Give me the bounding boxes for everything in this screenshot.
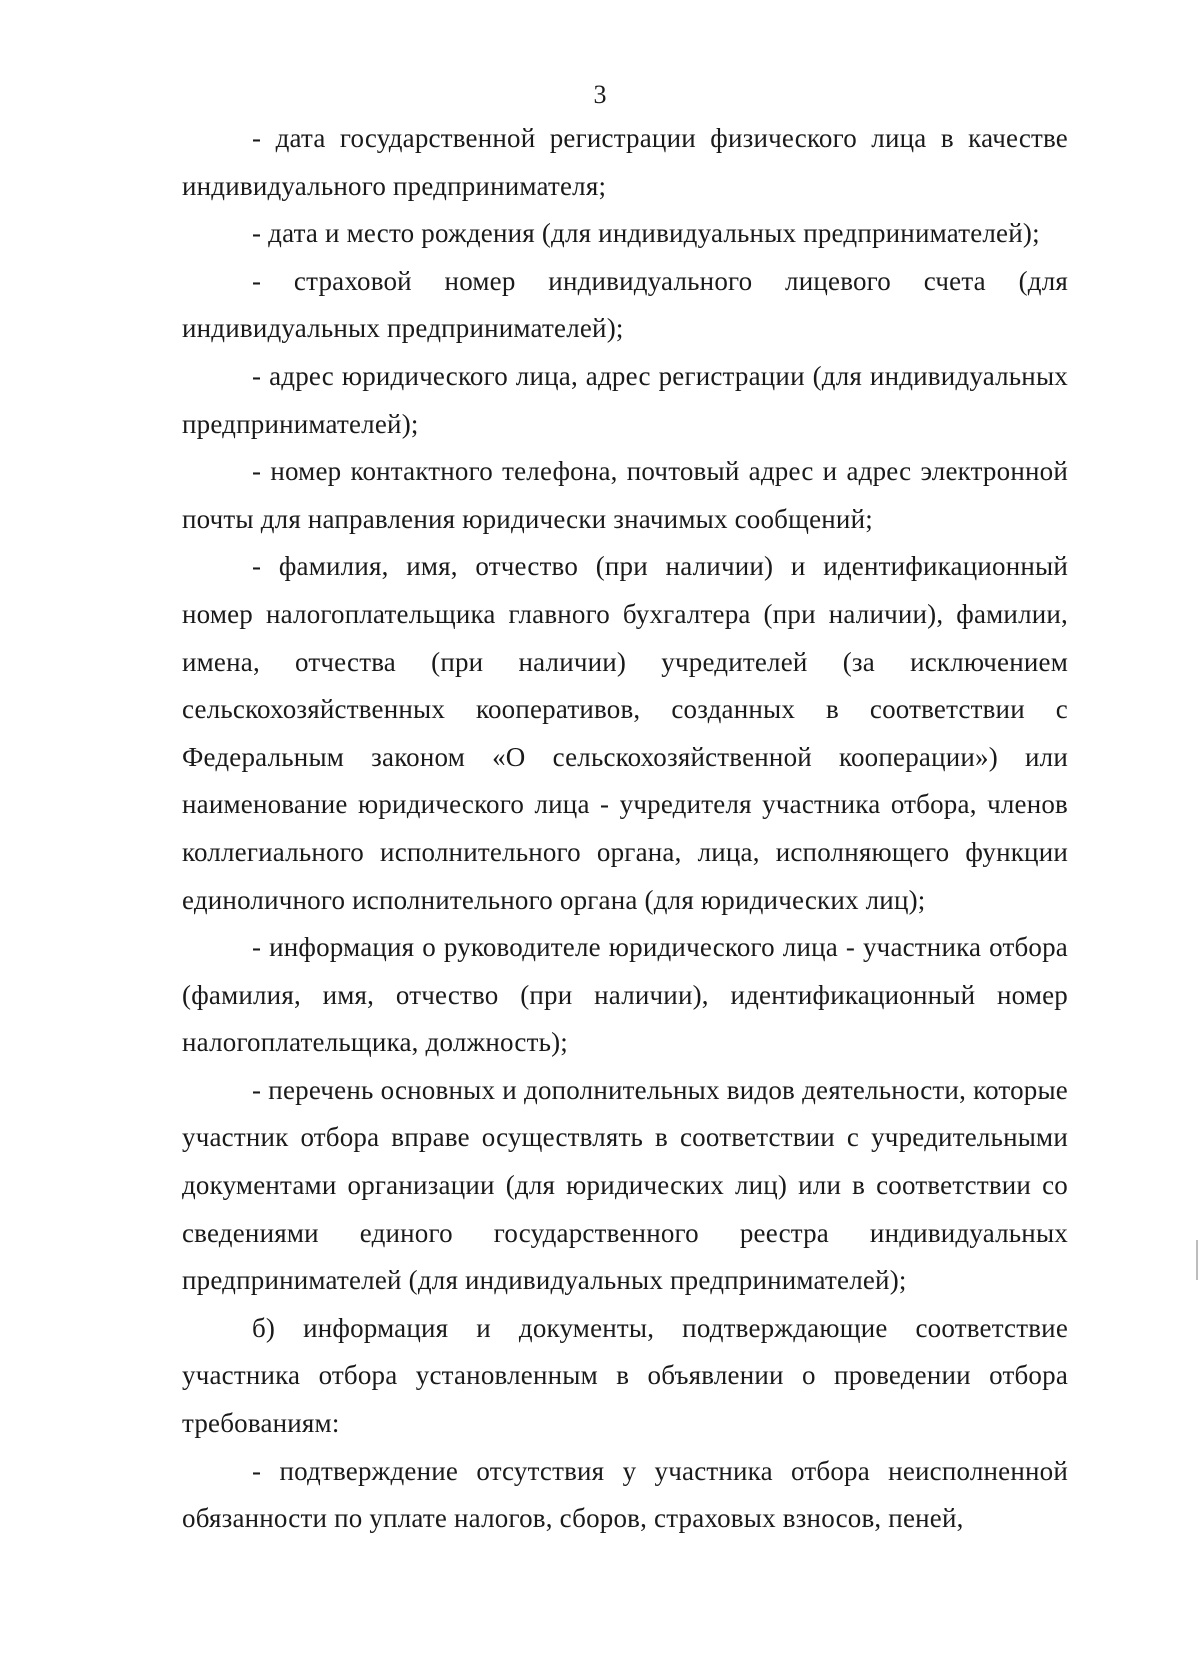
paragraph-no-debt-confirmation: - подтверждение отсутствия у участника отбора неисполненной обязанности по уплате налогов, сборов, страховых взносов, пеней, (182, 1455, 1068, 1534)
paragraph-founders-info: - фамилия, имя, отчество (при наличии) и идентификационный номер налогоплательщика главного бухгалтера (при наличии), фамилии, имена, отчества (при наличии) учредителей (за исключением сельскохозяйственных кооперативов, созданных в соответствии с Федеральным законом «О сельскохозяйственной кооперации») или наименование юридического лица - учредителя участника отбора, членов коллегиального исполнительного органа, лица, исполняющего функции единоличного исполнительного органа (для юридических лиц); (182, 551, 1068, 915)
page-number: 3 (593, 80, 607, 109)
paragraph-birth-date-place: - дата и место рождения (для индивидуальных предпринимателей); (252, 218, 1040, 249)
paragraph-contacts: - номер контактного телефона, почтовый адрес и адрес электронной почты для направления юридически значимых сообщений; (182, 456, 1068, 534)
paragraph-item-b: б) информация и документы, подтверждающие соответствие участника отбора установленным в объявлении о проведении отбора требованиям: (182, 1312, 1068, 1439)
paragraph-director-info: - информация о руководителе юридического лица - участника отбора (фамилия, имя, отчество (при наличии), идентификационный номер налогоплательщика, должность); (182, 932, 1068, 1058)
paragraph-insurance-number: - страховой номер индивидуального лицевого счета (для индивидуальных предпринимателей); (182, 265, 1068, 344)
paragraph-address: - адрес юридического лица, адрес регистрации (для индивидуальных предпринимателей); (182, 360, 1068, 439)
document-body (182, 115, 1068, 1543)
scan-edge-mark (1196, 1240, 1198, 1280)
paragraph-registration-date: - дата государственной регистрации физического лица в качестве индивидуального предпринимателя; (182, 123, 1068, 201)
paragraph-activities-list: - перечень основных и дополнительных видов деятельности, которые участник отбора вправе осуществлять в соответствии с учредительными документами организации (для юридических лиц) или в соответствии со сведениями единого государственного реестра индивидуальных предпринимателей (для индивидуальных предпринимателей); (182, 1074, 1068, 1296)
